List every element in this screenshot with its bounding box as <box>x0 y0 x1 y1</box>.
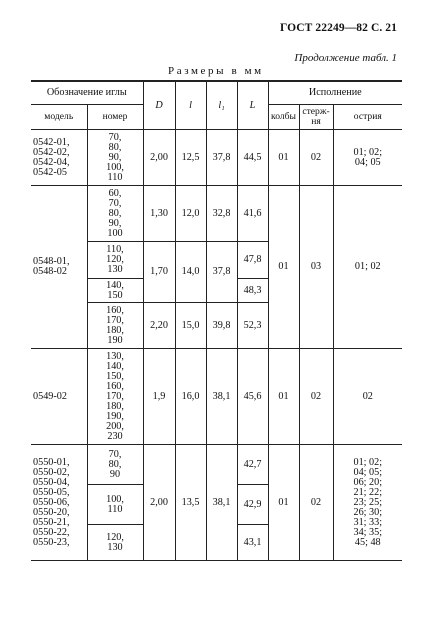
header-number: номер <box>87 105 143 130</box>
needle-dimensions-table <box>31 80 402 561</box>
model-0548: 0548-01, 0548-02 <box>33 256 70 277</box>
value-L: 42,9 <box>237 485 268 525</box>
value-L: 47,8 <box>237 242 268 279</box>
value-flask: 01 <box>268 130 299 186</box>
numbers-row: 120, 130 <box>106 531 124 553</box>
header-L: L <box>237 81 268 130</box>
value-l: 14,0 <box>175 242 206 303</box>
value-l1: 39,8 <box>206 303 237 349</box>
value-D: 1,9 <box>143 349 175 445</box>
value-l1: 38,1 <box>206 349 237 445</box>
value-shank: 02 <box>299 349 333 445</box>
numbers-row: 110, 120, 130 <box>106 244 124 275</box>
value-D: 2,00 <box>143 130 175 186</box>
value-L: 42,7 <box>237 445 268 485</box>
model-0542: 0542-01, 0542-02, 0542-04, 0542-05 <box>33 136 70 178</box>
header-execution: Исполнение <box>268 81 402 105</box>
value-L: 41,6 <box>237 186 268 242</box>
value-L: 44,5 <box>237 130 268 186</box>
header-l: l <box>175 81 206 130</box>
value-flask: 01 <box>268 349 299 445</box>
value-L: 43,1 <box>237 525 268 561</box>
numbers-row: 140, 150 <box>106 279 124 301</box>
units-caption: Размеры в мм <box>168 65 264 77</box>
numbers-row: 70, 80, 90 <box>108 448 122 480</box>
value-l1: 37,8 <box>206 242 237 303</box>
value-l: 16,0 <box>175 349 206 445</box>
numbers-row: 60, 70, 80, 90, 100 <box>107 187 123 239</box>
model-0549: 0549-02 <box>33 390 67 402</box>
value-l: 15,0 <box>175 303 206 349</box>
value-l: 12,5 <box>175 130 206 186</box>
value-point: 01; 02 <box>333 186 402 349</box>
value-L: 52,3 <box>237 303 268 349</box>
value-D: 1,30 <box>143 186 175 242</box>
value-flask: 01 <box>268 186 299 349</box>
header-model: модель <box>31 105 87 130</box>
numbers-row: 100, 110 <box>106 493 124 515</box>
value-point: 02 <box>333 349 402 445</box>
model-0550: 0550-01, 0550-02, 0550-04, 0550-05, 0550-06, 0550-20, 0550-21, 0550-22, 0550-23, <box>33 456 70 548</box>
continuation-note: Продолжение табл. 1 <box>294 52 397 64</box>
value-shank: 02 <box>299 445 333 561</box>
value-shank: 02 <box>299 130 333 186</box>
value-l1: 38,1 <box>206 445 237 561</box>
value-D: 2,00 <box>143 445 175 561</box>
value-l: 12,0 <box>175 186 206 242</box>
numbers-row: 160, 170, 180, 190 <box>106 304 124 346</box>
header-point: острия <box>333 105 402 130</box>
header-D: D <box>143 81 175 130</box>
value-l1: 32,8 <box>206 186 237 242</box>
header-needle-designation: Обозначение иглы <box>31 81 143 105</box>
document-header: ГОСТ 22249—82 С. 21 <box>279 22 397 34</box>
value-l: 13,5 <box>175 445 206 561</box>
value-point: 01; 02; 04; 05; 06; 20; 21; 22; 23; 25; 26; 30; 31; 33; 34; 35; 45; 48 <box>353 456 383 548</box>
header-shank: стерж- ня <box>302 106 330 127</box>
value-l1: 37,8 <box>206 130 237 186</box>
value-D: 1,70 <box>143 242 175 303</box>
header-l1: l₁ <box>206 81 237 130</box>
header-flask: колбы <box>268 105 299 130</box>
value-shank: 03 <box>299 186 333 349</box>
value-L: 45,6 <box>237 349 268 445</box>
value-point: 01; 02; 04; 05 <box>353 146 383 168</box>
value-D: 2,20 <box>143 303 175 349</box>
value-flask: 01 <box>268 445 299 561</box>
numbers-0542: 70, 80, 90, 100, 110 <box>106 131 124 183</box>
value-L: 48,3 <box>237 279 268 303</box>
numbers-0549: 130, 140, 150, 160, 170, 180, 190, 200, 230 <box>106 350 124 442</box>
